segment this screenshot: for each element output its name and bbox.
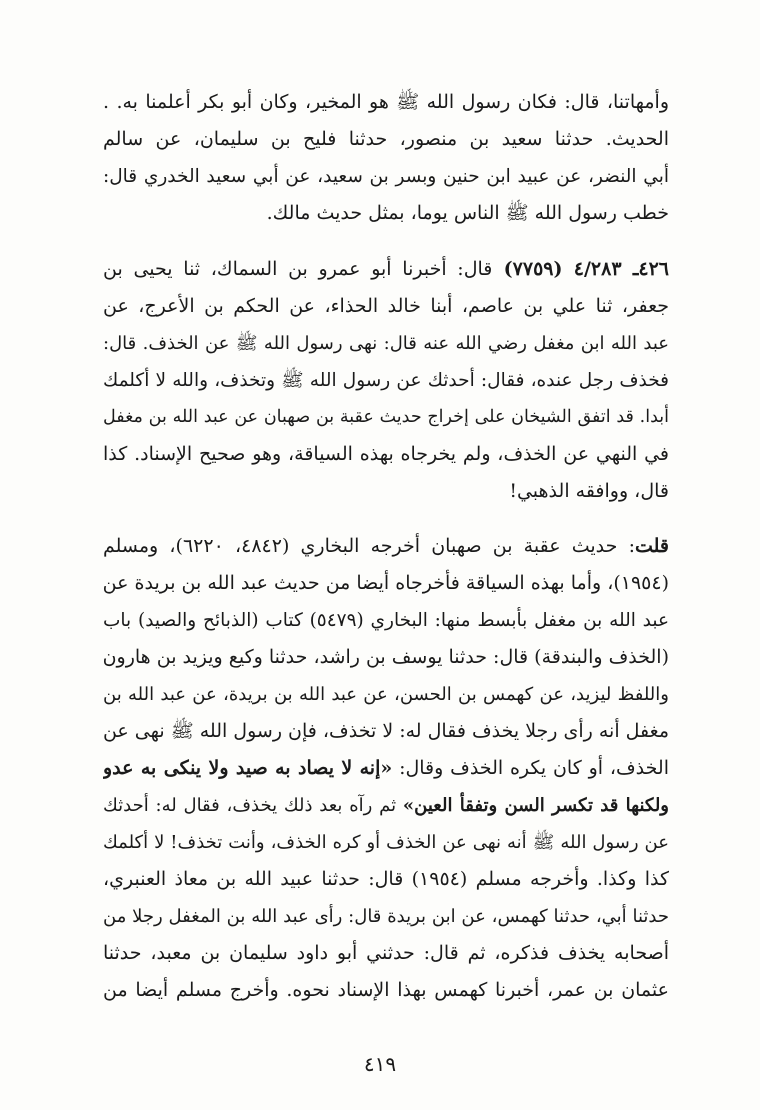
- quoted-hadith-text: ولكنها قد تكسر السن وتفقأ العين»: [402, 795, 669, 816]
- text-line: (١٩٥٤)، وأما بهذه السياقة فأخرجاه أيضا من حديث عبد الله بن بريدة عن: [103, 572, 669, 594]
- text-line: (الخذف والبندقة) قال: حدثنا يوسف بن راشد، حدثنا وكيع ويزيد بن هارون: [103, 646, 669, 668]
- text-line: عبد الله ابن مغفل رضي الله عنه قال: نهى رسول الله ﷺ عن الخذف. قال:: [103, 333, 669, 354]
- text-line: جعفر، ثنا علي بن عاصم، أبنا خالد الحذاء، عن الحكم بن الأعرج، عن: [103, 295, 669, 317]
- text-line: عبد الله بن مغفل بأبسط منها: البخاري (٥٤٧٩) كتاب (الذبائح والصيد) باب: [103, 610, 669, 631]
- text-line: أبي النضر، عن عبيد ابن حنين وبسر بن سعيد، عن أبي سعيد الخدري قال:: [103, 166, 669, 187]
- text-line: وأمهاتنا، قال: فكان رسول الله ﷺ هو المخير، وكان أبو بكر أعلمنا به. .: [103, 91, 669, 113]
- hadith-number: ٤٢٦ـ ٤/٢٨٣ (٧٧٥٩): [492, 258, 669, 280]
- text-line: مغفل أنه رأى رجلا يخذف فقال له: لا تخذف، فإن رسول الله ﷺ نهى عن: [103, 720, 669, 742]
- text-line: [103, 787, 669, 824]
- text-line: كذا وكذا. وأخرجه مسلم (١٩٥٤) قال: حدثنا عبيد الله بن معاذ العنبري،: [103, 868, 669, 890]
- paragraph-hadith-continuation: [103, 84, 669, 232]
- text-line: [103, 251, 669, 288]
- text-line: أبدا. قد اتفق الشيخان على إخراج حديث عقبة بن صهبان عن عبد الله بن مغفل: [103, 407, 669, 427]
- text-line: عثمان بن عمر، أخبرنا كهمس بهذا الإسناد نحوه. وأخرج مسلم أيضا من: [103, 979, 669, 1001]
- text-line: حدثنا أبي، حدثنا كهمس، عن ابن بريدة قال: رأى عبد الله بن المغفل رجلا من: [103, 906, 669, 927]
- text-line: فخذف رجل عنده، فقال: أحدثك عن رسول الله ﷺ وتخذف، والله لا أكلمك: [103, 370, 669, 391]
- paragraph-commentary: [103, 528, 669, 1009]
- text-segment: : حديث عقبة بن صهبان أخرجه البخاري (٤٨٤٢، ٦٢٢٠)، ومسلم: [103, 535, 635, 557]
- text-segment: الخذف، أو كان يكره الخذف وقال:: [392, 757, 669, 779]
- text-line: في النهي عن الخذف، ولم يخرجاه بهذه السياقة، وهو صحيح الإسناد. كذا: [103, 443, 669, 465]
- text-line: [103, 750, 669, 787]
- text-line: واللفظ ليزيد، عن كهمس بن الحسن، عن عبد الله بن بريدة، عن عبد الله بن: [103, 684, 669, 705]
- text-line: خطب رسول الله ﷺ الناس يوما، بمثل حديث مالك.: [266, 202, 669, 224]
- text-line: أصحابه يخذف فذكره، ثم قال: حدثني أبو داود سليمان بن معبد، حدثنا: [103, 942, 669, 964]
- page-number: ٤١٩: [363, 1052, 397, 1076]
- text-line: [103, 528, 669, 565]
- text-segment: قال: أخبرنا أبو عمرو بن السماك، ثنا يحيى بن: [103, 258, 493, 280]
- text-line: عن رسول الله ﷺ أنه نهى عن الخذف أو كره الخذف، وأنت تخذف! لا أكلمك: [103, 832, 669, 853]
- text-segment: ثم رآه بعد ذلك يخذف، فقال له: أحدثك: [103, 795, 403, 816]
- quoted-hadith-text: «إنه لا يصاد به صيد ولا ينكى به عدو: [103, 757, 393, 779]
- text-line: قال، ووافقه الذهبي!: [509, 480, 669, 502]
- paragraph-hadith-426: [103, 251, 669, 510]
- lead-word: قلت: [634, 535, 669, 557]
- text-line: الحديث. حدثنا سعيد بن منصور، حدثنا فليح بن سليمان، عن سالم: [103, 128, 669, 150]
